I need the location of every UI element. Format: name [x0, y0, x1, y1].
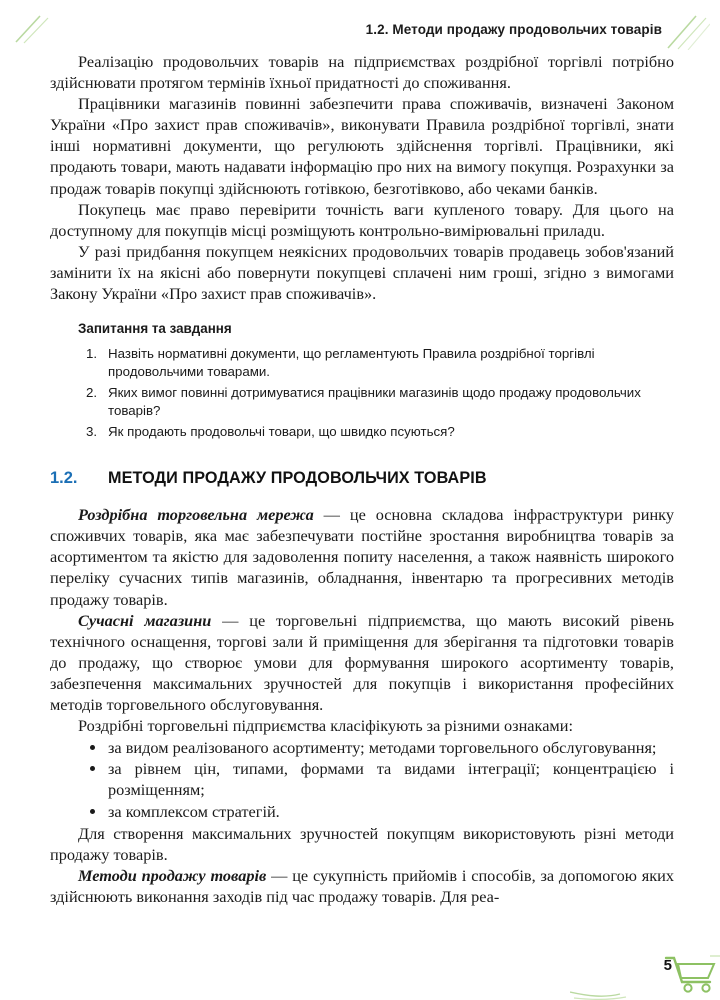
paragraph-text: — це основна складова інфраструктури ринку споживчих товарів, яка має забезпечувати постійне зростання виробництва товарів за асортиментом та якістю для задоволення попиту населення, а також наявність широкого переліку сучасних типів магазинів, обладнання, інвентарю та прогресивних методів продажу товарів. — [50, 505, 674, 609]
list-item: за рівнем цін, типами, формами та видами інтеграції; концентрацією і розміщенням; — [50, 758, 674, 800]
paragraph: Працівники магазинів повинні забезпечити права споживачів, визначені Законом України «Про захист прав споживачів», виконувати Правила роздрібної торгівлі, знати інші нормативні документи, що регулюють здійснення торгівлі. Працівники, які продають товари, мають надавати інформацію про них на вимогу покупця. Розрахунки за продаж товарів покупці здійснюють готівкою, безготівково, або чеками банків. — [50, 94, 674, 198]
paragraph: У разі придбання покупцем неякісних продовольчих товарів продавець зобов'язаний замінити їх на якісні або повернути покупцеві сплачені ним гроші, згідно з вимогами Закону України «Про захист прав споживачів». — [50, 241, 674, 304]
classification-list — [50, 737, 674, 821]
running-head: 1.2. Методи продажу продовольчих товарів — [365, 22, 662, 37]
questions-heading: Запитання та завдання — [78, 321, 232, 337]
paragraph: Роздрібні торговельні підприємства класіфікують за різними ознаками: — [78, 716, 573, 736]
list-item-number: 3. — [86, 424, 98, 440]
questions-list — [50, 345, 674, 441]
list-item-text: Назвіть нормативні документи, що регламентують Правила роздрібної торгівлі продовольчими товарами. — [108, 346, 595, 379]
section-title: МЕТОДИ ПРОДАЖУ ПРОДОВОЛЬЧИХ ТОВАРІВ — [108, 469, 487, 488]
paragraph: Для створення максимальних зручностей покупцям використовують різні методи продажу товарів. — [50, 823, 674, 864]
list-item-text: Яких вимог повинні дотримуватися працівники магазинів щодо продажу продовольчих товарів? — [108, 385, 641, 419]
paragraph — [50, 504, 674, 609]
list-item — [50, 345, 674, 381]
decorative-shopping-cart-icon — [570, 938, 720, 1000]
list-item — [50, 384, 674, 420]
decorative-corner-mark-top-left — [14, 14, 54, 44]
list-item-number: 1. — [86, 346, 98, 362]
paragraph — [50, 610, 674, 715]
paragraph — [50, 865, 674, 907]
paragraph: Покупець має право перевірити точність ваги купленого товару. Для цього на доступному для покупців місці розміщують контрольно-вимірювальні приладu. — [50, 199, 674, 240]
list-item-number: 2. — [86, 385, 98, 401]
term-emphasis: Сучасні магазини — [78, 610, 212, 630]
paragraph-text: — це торговельні підприємства, що мають високий рівень технічного оснащення, торгові зали й приміщення для зберігання та підготовки товарів до продажу, що створює умови для формування широкого асортименту товарів, забезпечення максимальних зручностей для покупців і використання професійних методів торговельного обслуговування. — [50, 610, 675, 715]
list-item: за комплексом стратегій. — [50, 801, 674, 822]
list-item-text: Як продають продовольчі товари, що швидко псуються? — [108, 424, 455, 440]
paragraph: Реалізацію продовольчих товарів на підприємствах роздрібної торгівлі потрібно здійснювати протягом термінів їхньої придатності до споживання. — [50, 52, 674, 93]
page-number: 5 — [663, 957, 672, 974]
section-heading — [50, 469, 674, 488]
section-number: 1.2. — [50, 469, 78, 488]
list-item — [50, 423, 674, 441]
term-emphasis: Методи продажу товарів — [78, 865, 267, 885]
list-item: за видом реалізованого асортименту; методами торговельного обслуговування; — [50, 737, 674, 758]
term-emphasis: Роздрібна торговельна мережа — [78, 505, 314, 525]
paragraph-text: — це сукупність прийомів і способів, за допомогою яких здійснюють виконання заходів під час продажу товарів. Для реа- — [50, 865, 674, 906]
